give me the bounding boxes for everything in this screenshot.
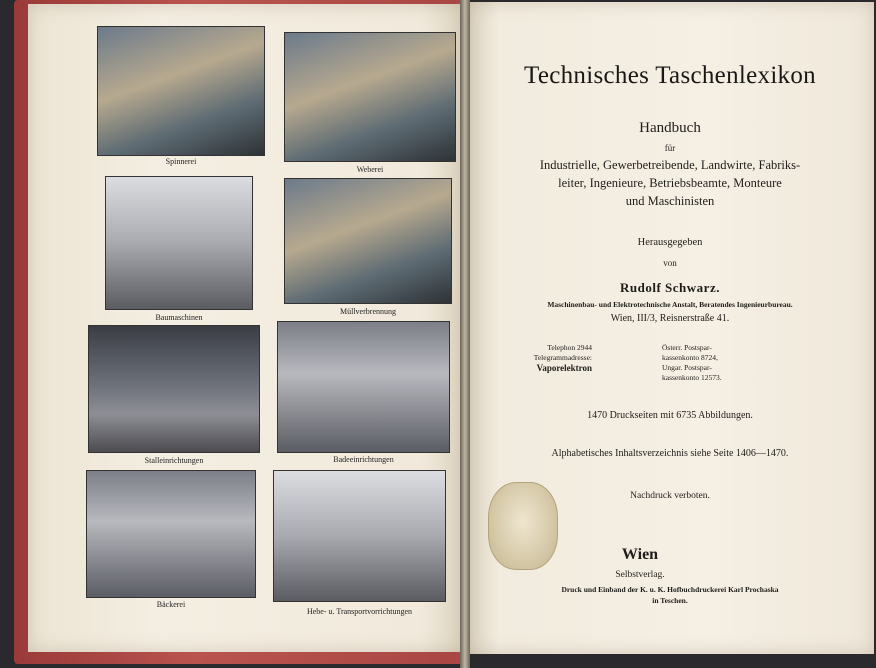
plate-caption: Weberei bbox=[356, 165, 384, 174]
library-stamp bbox=[488, 482, 558, 570]
plate-caption: Badeeinrichtungen bbox=[333, 455, 394, 464]
reprint-notice: Nachdruck verboten. bbox=[630, 491, 710, 501]
photo-baumaschinen bbox=[105, 176, 253, 310]
institution: Maschinenbau- und Elektrotechnische Anstalt, Beratendes Ingenieurbureau. bbox=[547, 300, 793, 309]
plate-caption: Stalleinrichtungen bbox=[144, 456, 204, 465]
audience-line: und Maschinisten bbox=[625, 194, 715, 208]
plate-caption: Bäckerei bbox=[156, 600, 186, 609]
plate-baumaschinen bbox=[105, 176, 253, 324]
audience-text bbox=[488, 156, 852, 210]
address: Wien, III/3, Reisnerstraße 41. bbox=[610, 313, 730, 324]
photo-weberei bbox=[284, 32, 456, 162]
author-name: Rudolf Schwarz. bbox=[620, 280, 720, 295]
audience-line: leiter, Ingenieure, Betriebsbeamte, Monteure bbox=[558, 176, 782, 190]
contact-postal-block bbox=[662, 343, 782, 383]
plate-hebe-transport bbox=[273, 470, 446, 616]
plate-badeeinrichtungen bbox=[277, 321, 450, 467]
photo-spinnerei bbox=[97, 26, 265, 156]
plate-caption: Hebe- u. Transportvorrichtungen bbox=[306, 607, 413, 616]
postal-line: kassenkonto 12573. bbox=[662, 373, 722, 382]
printer-place: in Teschen. bbox=[652, 596, 688, 605]
plate-caption: Spinnerei bbox=[165, 157, 197, 166]
von-word: von bbox=[663, 258, 677, 268]
book-subtitle: Handbuch bbox=[639, 120, 701, 136]
plate-caption: Müllverbrennung bbox=[340, 307, 396, 316]
publisher: Selbstverlag. bbox=[615, 570, 665, 580]
book-title: Technisches Taschenlexikon bbox=[524, 62, 816, 89]
publication-place: Wien bbox=[621, 546, 659, 563]
photo-baeckerei bbox=[86, 470, 256, 598]
photo-badeeinrichtungen bbox=[277, 321, 450, 453]
postal-line: Ungar. Postspar- bbox=[662, 363, 712, 372]
for-word: für bbox=[664, 143, 676, 153]
book-gutter bbox=[460, 0, 470, 668]
plate-baeckerei bbox=[86, 470, 256, 612]
photo-stalleinrichtungen bbox=[88, 325, 260, 453]
index-info: Alphabetisches Inhaltsverzeichnis siehe Seite 1406—1470. bbox=[551, 448, 789, 459]
plate-spinnerei bbox=[97, 26, 265, 166]
photo-muellverbrennung bbox=[284, 178, 452, 304]
plate-caption: Baumaschinen bbox=[155, 313, 203, 322]
photo-hebe-transport bbox=[273, 470, 446, 602]
pages-info: 1470 Druckseiten mit 6735 Abbildungen. bbox=[587, 410, 753, 421]
audience-line: Industrielle, Gewerbetreibende, Landwirte, Fabriks- bbox=[539, 158, 801, 172]
telephone: Telephon 2944 bbox=[547, 343, 592, 352]
plate-muellverbrennung bbox=[284, 178, 452, 318]
plate-weberei bbox=[284, 32, 456, 176]
contact-telephone-block bbox=[522, 343, 592, 373]
printer: Druck und Einband der K. u. K. Hofbuchdruckerei Karl Prochaska bbox=[561, 585, 779, 594]
telegram-value: Vaporelektron bbox=[536, 363, 592, 373]
postal-line: Österr. Postspar- bbox=[662, 343, 712, 352]
plate-stalleinrichtungen bbox=[88, 325, 260, 467]
published-by: Herausgegeben bbox=[637, 237, 703, 248]
telegram-label: Telegrammadresse: bbox=[533, 353, 592, 362]
postal-line: kassenkonto 8724, bbox=[662, 353, 718, 362]
